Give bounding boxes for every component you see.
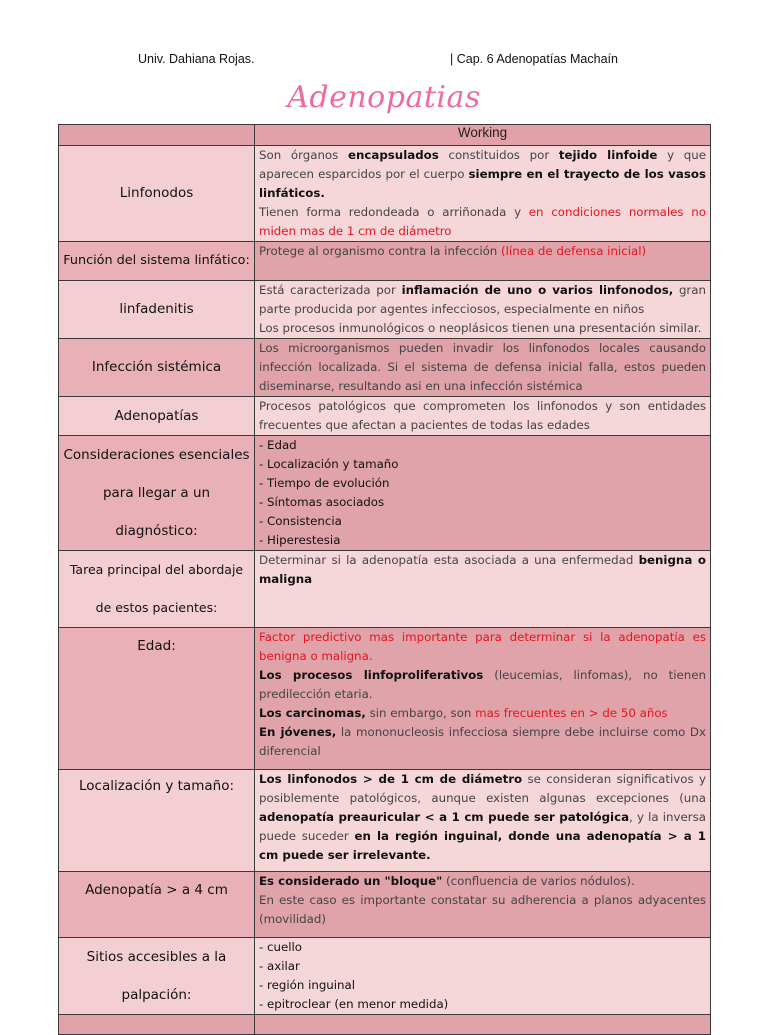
header-cell-working: Working [255,125,711,146]
list-item: - axilar [259,959,300,973]
empty-cell [255,1015,711,1035]
notes-table [58,124,711,1035]
header-chapter: | Cap. 6 Adenopatías Machaín [450,52,618,66]
table-row [59,339,711,397]
table-row-empty [59,1015,711,1035]
table-row [59,770,711,872]
list-item: - Hiperestesia [259,533,341,547]
row-label: Sitios accesibles a la palpación: [59,938,255,1015]
table-row [59,551,711,628]
list-item: - cuello [259,940,302,954]
table-row [59,436,711,551]
row-content: Factor predictivo mas importante para determinar si la adenopatía es benigna o maligna. Los procesos linfoproliferativos (leucemias, linfomas), no tienen predilección etaria. Los carcinomas, sin embargo, son mas frecuentes en > de 50 años En jóvenes, la mononucleosis infecciosa siempre debe incluirse como Dx diferencial [255,628,711,770]
row-content: Determinar si la adenopatía esta asociada a una enfermedad benigna o maligna [255,551,711,628]
list-item: - Síntomas asociados [259,495,385,509]
row-content: Protege al organismo contra la infección (línea de defensa inicial) [255,242,711,281]
row-content: Procesos patológicos que comprometen los linfonodos y son entidades frecuentes que afectan a pacientes de todas las edades [255,397,711,436]
table-row [59,242,711,281]
table-row [59,146,711,242]
table-row [59,628,711,770]
list-item: - Edad [259,438,297,452]
empty-cell [59,1015,255,1035]
row-content: Los microorganismos pueden invadir los linfonodos locales causando infección localizada. Si el sistema de defensa inicial falla, estos pueden diseminarse, resultando asi en una infección sistémica [255,339,711,397]
row-label: Edad: [59,628,255,770]
table-header-row [59,125,711,146]
row-label: linfadenitis [59,281,255,339]
row-content: Son órganos encapsulados constituidos por tejido linfoide y que aparecen esparcidos por el cuerpo siempre en el trayecto de los vasos linfáticos. Tienen forma redondeada o arriñonada y en condiciones normales no miden mas de 1 cm de diámetro [255,146,711,242]
row-label: Adenopatías [59,397,255,436]
table-row [59,281,711,339]
list-item: - Consistencia [259,514,342,528]
header-author: Univ. Dahiana Rojas. [138,52,255,66]
row-label: Consideraciones esenciales para llegar a un diagnóstico: [59,436,255,551]
row-label: Infección sistémica [59,339,255,397]
row-label: Función del sistema linfático: [59,242,255,281]
page-title: Adenopatias [287,80,481,115]
row-label: Linfonodos [59,146,255,242]
row-content [255,436,711,551]
table-row [59,397,711,436]
list-item: - Localización y tamaño [259,457,399,471]
table-row [59,938,711,1015]
row-content: Los linfonodos > de 1 cm de diámetro se consideran significativos y posiblemente patológicos, aunque existen algunas excepciones (una adenopatía preauricular < a 1 cm puede ser patológica, y la inversa puede suceder en la región inguinal, donde una adenopatía > a 1 cm puede ser irrelevante. [255,770,711,872]
row-label: Localización y tamaño: [59,770,255,872]
list-item: - Tiempo de evolución [259,476,390,490]
table-row [59,872,711,938]
row-content [255,938,711,1015]
row-content: Es considerado un "bloque" (confluencia de varios nódulos). En este caso es importante constatar su adherencia a planos adyacentes (movilidad) [255,872,711,938]
list-item: - región inguinal [259,978,356,992]
row-label: Tarea principal del abordaje de estos pacientes: [59,551,255,628]
list-item: - epitroclear (en menor medida) [259,997,449,1011]
row-content: Está caracterizada por inflamación de uno o varios linfonodos, gran parte producida por agentes infecciosos, especialmente en niños Los procesos inmunológicos o neoplásicos tienen una presentación similar. [255,281,711,339]
row-label: Adenopatía > a 4 cm [59,872,255,938]
header-cell-empty [59,125,255,146]
